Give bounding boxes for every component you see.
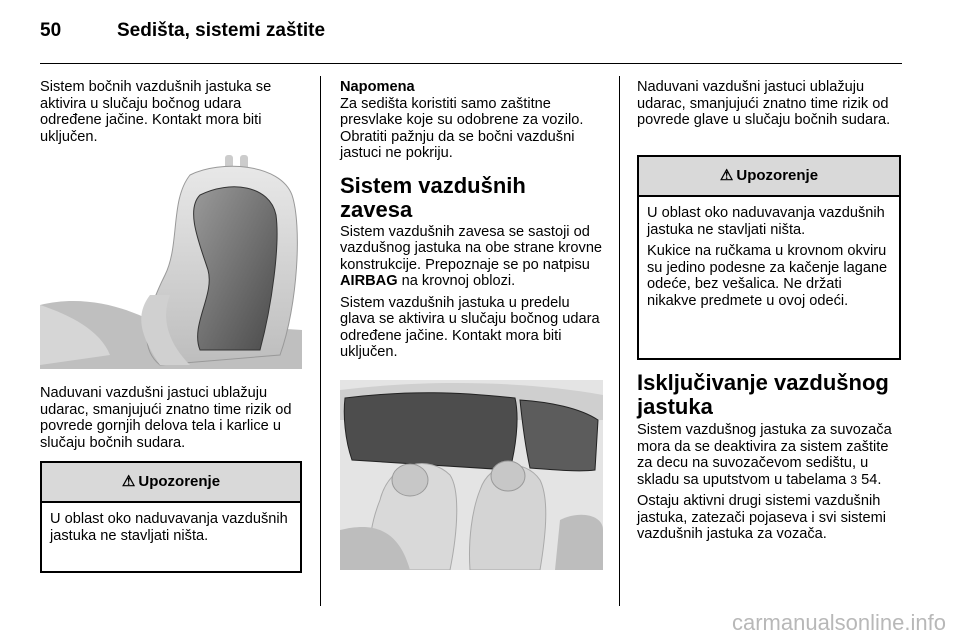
column-1 — [40, 79, 302, 150]
airbag-label: AIRBAG — [340, 273, 398, 289]
curtain-airbag-figure — [340, 380, 603, 570]
note-title: Napomena — [340, 79, 415, 95]
seat-airbag-figure — [40, 155, 302, 369]
warning-header — [42, 463, 300, 503]
side-airbag-effect: Naduvani vazdušni jastuci ublažuju udarac, smanjujući znatno time rizik od povrede gornjih delova tela i karlice u slučaju bočnih sudara. — [40, 385, 292, 451]
column-3 — [637, 79, 902, 134]
column-divider — [619, 76, 620, 606]
other-systems-active: Ostaju aktivni drugi sistemi vazdušnih jastuka, zatezači pojaseva i svi sistemi vazdušnih jastuka za vozača. — [637, 493, 887, 542]
curtain-airbag-desc: Sistem vazdušnih zavesa se sastoji od vazdušnog jastuka na obe strane krovne konstrukcije. Prepoznaje se po natpisu AIRBAG na krovnoj oblozi. — [340, 223, 603, 289]
section-heading-deactivation: Isključivanje vazdušnog jastuka — [637, 370, 889, 419]
curtain-airbag-illustration — [340, 380, 603, 570]
note-text: Za sedišta koristiti samo zaštitne presvlake koje su odobrene za vozilo. Obratiti pažnju da se bočni vazdušni jastuci ne pokriju. — [340, 95, 584, 161]
curtain-airbag-activation: Sistem vazdušnih jastuka u predelu glava se aktivira u slučaju bočnog udara određene jačine. Kontakt mora biti uključen. — [340, 294, 600, 360]
warning-box — [40, 461, 302, 573]
page-reference-icon: 3 — [850, 472, 858, 487]
column-divider — [320, 76, 321, 606]
page-number: 50 — [40, 20, 62, 41]
seat-airbag-illustration — [40, 155, 302, 369]
column-3-lower — [637, 371, 902, 548]
warning-triangle-icon: ⚠ — [719, 166, 734, 184]
page-reference-link[interactable]: 54. — [861, 471, 882, 488]
warning-text: U oblast oko naduvavanja vazdušnih jastuka ne stavljati ništa. — [50, 511, 288, 544]
warning-text: U oblast oko naduvavanja vazdušnih jastuka ne stavljati ništa. — [647, 205, 885, 238]
column-2 — [340, 79, 603, 366]
column-1-lower — [40, 385, 302, 456]
warning-text-hooks: Kukice na ručkama u krovnom okviru su jedino podesne za kačenje lagane odeće, bez vešalica. Ne držati nikakve predmete u ovoj odeći. — [647, 243, 888, 309]
deactivation-desc: Sistem vazdušnog jastuka za suvozača mora da se deaktivira za sistem zaštite za decu na suvozačevom sedištu, u skladu sa uputstvom u tabelama 3 54. — [637, 422, 892, 488]
warning-header — [639, 157, 899, 197]
warning-title: Upozorenje — [736, 166, 819, 184]
page-title: Sedišta, sistemi zaštite — [117, 20, 326, 41]
side-airbag-intro: Sistem bočnih vazdušnih jastuka se aktivira u slučaju bočnog udara određene jačine. Kontakt mora biti uključen. — [40, 79, 272, 145]
curtain-airbag-effect: Naduvani vazdušni jastuci ublažuju udarac, smanjujući znatno time rizik od povrede glave u slučaju bočnih sudara. — [637, 79, 891, 128]
warning-title: Upozorenje — [138, 472, 221, 490]
warning-triangle-icon: ⚠ — [121, 472, 136, 490]
section-heading-curtain: Sistem vazdušnih zavesa — [340, 172, 526, 222]
watermark: carmanualsonline.info — [731, 610, 946, 635]
warning-box-roof — [637, 155, 901, 360]
header-rule — [40, 63, 902, 64]
